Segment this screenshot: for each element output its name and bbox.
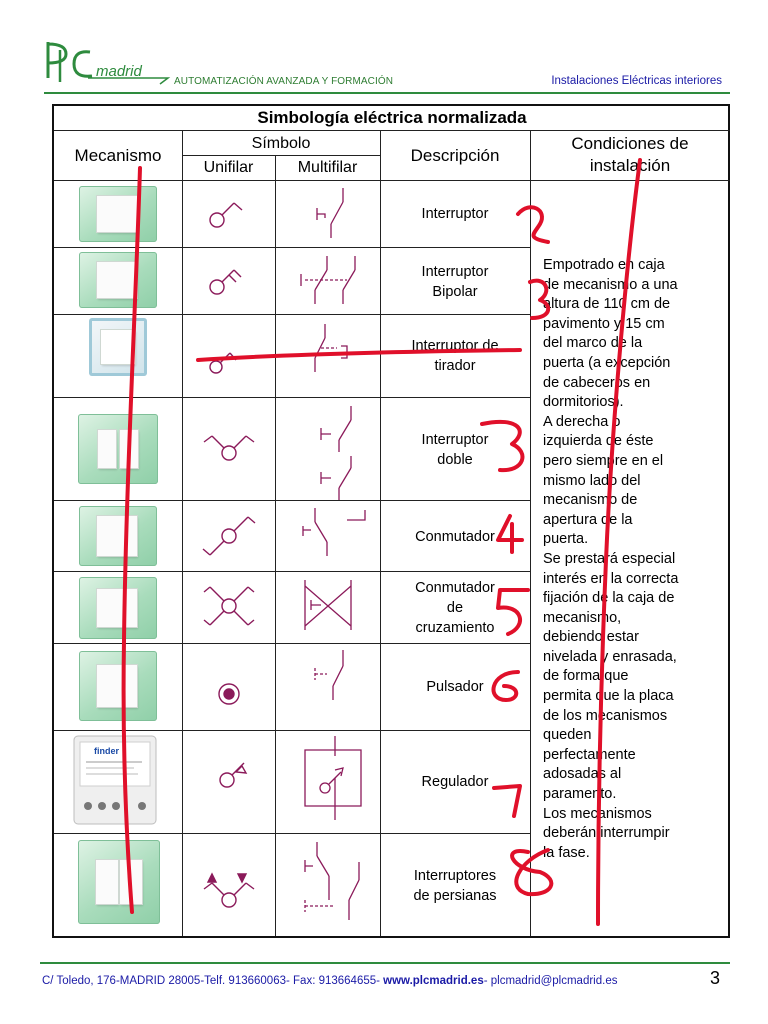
blind-key-down [120,860,142,904]
switch-key [97,516,137,556]
condition-line: queden [543,727,592,744]
switch-key [101,330,135,364]
blind-multifilar-icon [305,842,359,920]
desc-row-2: Interruptor Bipolar [421,264,489,300]
condition-line: mismo lado del [543,472,641,489]
regulator-multifilar-icon [305,736,361,820]
condition-line: permita que la placa [543,688,674,705]
condition-line: debiendo estar [543,629,639,646]
blind-key-up [96,860,118,904]
condition-line: Los mecanismos [543,805,652,822]
footer-separator: - [483,975,491,987]
header-simbolo: Símbolo [251,135,311,152]
page-number: 3 [709,968,720,988]
desc-row-6: Conmutador de cruzamiento [415,580,495,636]
regulator-unifilar-icon [220,763,246,787]
desc-row-7: Pulsador [426,679,484,695]
switch-plate-image [79,186,157,242]
switch-key [97,196,137,232]
header-section: Instalaciones Eléctricas interiores [551,75,722,87]
condition-line: adosadas al [543,766,622,783]
condition-line: del marco de la [543,335,643,352]
condition-line: A derecha o [543,413,621,430]
condition-line: de forma que [543,668,629,685]
crossover-plate-image [79,577,157,639]
logo-text: madrid [96,63,142,80]
condition-line: paramento. [543,786,617,803]
header-multifilar: Multifilar [297,159,358,176]
header-divider [44,92,730,94]
crossover-multifilar-icon [305,580,351,630]
pull-switch-multifilar-icon [315,324,347,372]
table-rule [54,180,730,181]
commutator-plate-image [79,506,157,566]
desc-row-8: Regulador [421,774,489,790]
desc-row-9: Interruptores de persianas [413,868,497,904]
bipolar-switch-plate-image [79,252,157,308]
multifilar-symbols [275,180,380,936]
condition-line: de los mecanismos [543,707,668,724]
double-switch-multifilar-icon [321,406,351,500]
header-descripcion: Descripción [410,146,500,165]
pushbutton-plate-image [79,651,157,721]
footer-divider [40,962,730,964]
unifilar-symbols [182,180,275,936]
condition-line: Empotrado en caja [543,257,665,273]
blind-switch-plate-image [78,840,160,924]
condition-line: altura de 110 cm de [543,296,671,313]
header-unifilar: Unifilar [203,159,254,176]
desc-row-4: Interruptor doble [421,432,489,468]
header-tagline: AUTOMATIZACIÓN AVANZADA Y FORMACIÓN [174,76,394,87]
plc-madrid-logo [40,38,180,86]
header-mecanismo: Mecanismo [74,146,162,165]
condition-line: pero siempre en el [543,452,664,469]
condition-line: apertura de la [543,511,633,528]
table-rule [54,130,730,131]
footer-address: C/ Toledo, 176-MADRID 28005-Telf. 913660063- Fax: 913664655- [42,975,384,987]
condition-line: deberán interrumpir [543,825,670,842]
condition-line: fijación de la caja de [543,590,675,607]
condition-line: pavimento y 15 cm [543,315,665,332]
condition-line: nivelada y enrasada, [543,648,677,665]
desc-row-1: Interruptor [421,206,489,222]
switch-key [97,665,137,707]
crossover-unifilar-icon [204,587,254,625]
condition-line: mecanismo de [543,492,638,509]
condition-line: puerta. [543,531,589,548]
condition-line: interés en la correcta [543,570,679,587]
double-switch-unifilar-icon [204,436,254,460]
switch-key-left [98,430,116,468]
table-rule [530,130,531,936]
condition-line: de mecanismo a una [543,276,678,293]
condition-line: puerta (a excepción [543,354,671,371]
desc-row-3: Interruptor de tirador [411,338,499,374]
bipolar-unifilar-icon [210,270,241,294]
commutator-unifilar-icon [203,517,255,555]
table-title: Simbología eléctrica normalizada [257,108,527,127]
condition-line: de cabeceros en [543,374,651,391]
switch-multifilar-icon [317,188,343,238]
condition-line: izquierda de éste [543,433,654,450]
condition-line: dormitorios). [543,394,624,411]
header-condiciones-1: Condiciones de [571,134,689,153]
table-rule [182,155,380,156]
pushbutton-unifilar-icon [219,684,239,704]
switch-unifilar-icon [210,203,242,227]
footer-contact [42,975,617,987]
double-switch-plate-image [78,414,158,484]
condition-line: mecanismo, [543,609,622,626]
blind-unifilar-icon [204,874,254,907]
condition-line: Se prestará especial [543,550,676,567]
header-condiciones-2: instalación [589,156,671,175]
footer-email-link[interactable]: plcmadrid@plcmadrid.es [490,975,618,987]
footer-website-link[interactable]: www.plcmadrid.es [383,975,484,987]
condition-line: perfectamente [543,746,636,763]
commutator-multifilar-icon [303,508,365,556]
regulator-module-image [72,734,158,828]
bipolar-multifilar-icon [301,256,355,304]
switch-key [97,262,137,298]
condition-line: la fase. [543,844,590,861]
pull-switch-unifilar-icon [210,353,236,373]
pushbutton-multifilar-icon [315,650,343,700]
pull-switch-plate-image [89,318,147,376]
switch-key [97,589,137,627]
regulator-brand: finder [94,746,120,756]
switch-key-right [120,430,138,468]
installation-conditions-text [543,256,723,863]
desc-row-5: Conmutador [415,529,495,545]
